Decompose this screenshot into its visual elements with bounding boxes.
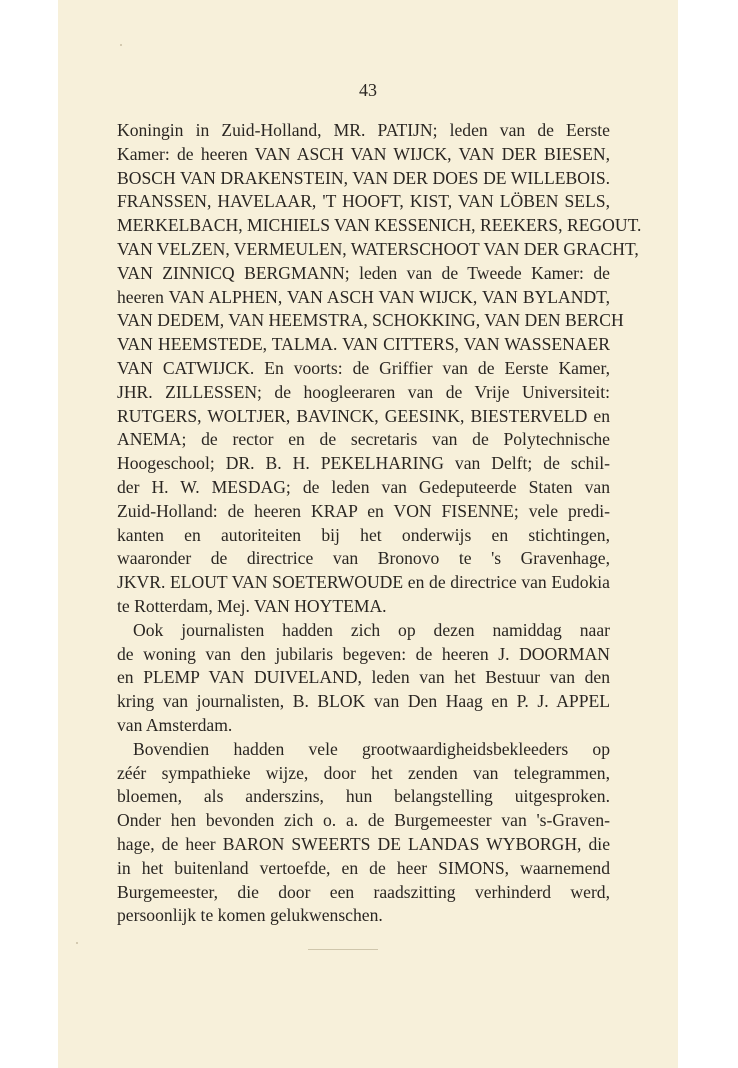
paragraph-1 [117,119,642,619]
text-line: hage, de heer BARON SWEERTS DE LANDAS WYBORGH, die [117,833,610,854]
text-line: VAN HEEMSTEDE, TALMA. VAN CITTERS, VAN WASSENAER [117,334,610,355]
text-line: de woning van den jubilaris begeven: de heeren J. DOORMAN [117,643,610,664]
text-line: VAN CATWIJCK. En voorts: de Griffier van de Eerste Kamer, [117,357,610,378]
text-line: persoonlijk te komen gelukwenschen. [117,905,383,926]
text-line: der H. W. MESDAG; de leden van Gedeputeerde Staten van [117,476,610,497]
text-line: ANEMA; de rector en de secretaris van de Polytechnische [117,429,610,450]
paragraph-3 [117,738,610,928]
page-number: 43 [359,80,377,100]
text-line: kring van journalisten, B. BLOK van Den Haag en P. J. APPEL [117,691,610,712]
paper-speck [120,44,122,46]
text-line: VAN DEDEM, VAN HEEMSTRA, SCHOKKING, VAN DEN BERCH [117,310,624,331]
paragraph-2 [117,619,610,738]
text-line: VAN ZINNICQ BERGMANN; leden van de Tweede Kamer: de [117,262,610,283]
text-line: Ook journalisten hadden zich op dezen namiddag naar [133,619,610,640]
text-line: RUTGERS, WOLTJER, BAVINCK, GEESINK, BIESTERVELD en [117,405,610,426]
text-line: Onder hen bevonden zich o. a. de Burgemeester van 's-Graven- [117,810,610,831]
text-line: en PLEMP VAN DUIVELAND, leden van het Bestuur van den [117,667,610,688]
text-line: kanten en autoriteiten bij het onderwijs en stichtingen, [117,524,610,545]
text-line: in het buitenland vertoefde, en de heer SIMONS, waarnemend [117,857,610,878]
text-line: FRANSSEN, HAVELAAR, 'T HOOFT, KIST, VAN LÖBEN SELS, [117,191,610,212]
text-line: Koningin in Zuid-Holland, MR. PATIJN; leden van de Eerste [117,120,610,140]
text-line: te Rotterdam, Mej. VAN HOYTEMA. [117,595,387,616]
text-line: BOSCH VAN DRAKENSTEIN, VAN DER DOES DE WILLEBOIS. [117,167,610,188]
text-line: waaronder de directrice van Bronovo te 's Gravenhage, [117,548,610,569]
text-line: Bovendien hadden vele grootwaardigheidsbekleeders op [133,738,610,759]
text-line: Kamer: de heeren VAN ASCH VAN WIJCK, VAN DER BIESEN, [117,143,610,164]
text-line: van Amsterdam. [117,714,233,735]
text-line: MERKELBACH, MICHIELS VAN KESSENICH, REEKERS, REGOUT. [117,215,642,236]
book-page [58,0,678,1068]
text-line: JHR. ZILLESSEN; de hoogleeraren van de Vrije Universiteit: [117,381,610,402]
text-line: VAN VELZEN, VERMEULEN, WATERSCHOOT VAN DER GRACHT, [117,238,639,259]
paper-speck [76,942,78,944]
text-line: JKVR. ELOUT VAN SOETERWOUDE en de directrice van Eudokia [117,572,610,593]
text-line: heeren VAN ALPHEN, VAN ASCH VAN WIJCK, VAN BYLANDT, [117,286,610,307]
text-line: Hoogeschool; DR. B. H. PEKELHARING van Delft; de schil- [117,453,610,474]
text-line: Burgemeester, die door een raadszitting verhinderd werd, [117,881,610,902]
text-line: Zuid-Holland: de heeren KRAP en VON FISENNE; vele predi- [117,500,610,521]
body-text [117,119,642,928]
text-line: zéér sympathieke wijze, door het zenden van telegrammen, [117,762,610,783]
decorative-rule [308,949,378,950]
text-line: bloemen, als anderszins, hun belangstelling uitgesproken. [117,786,610,807]
